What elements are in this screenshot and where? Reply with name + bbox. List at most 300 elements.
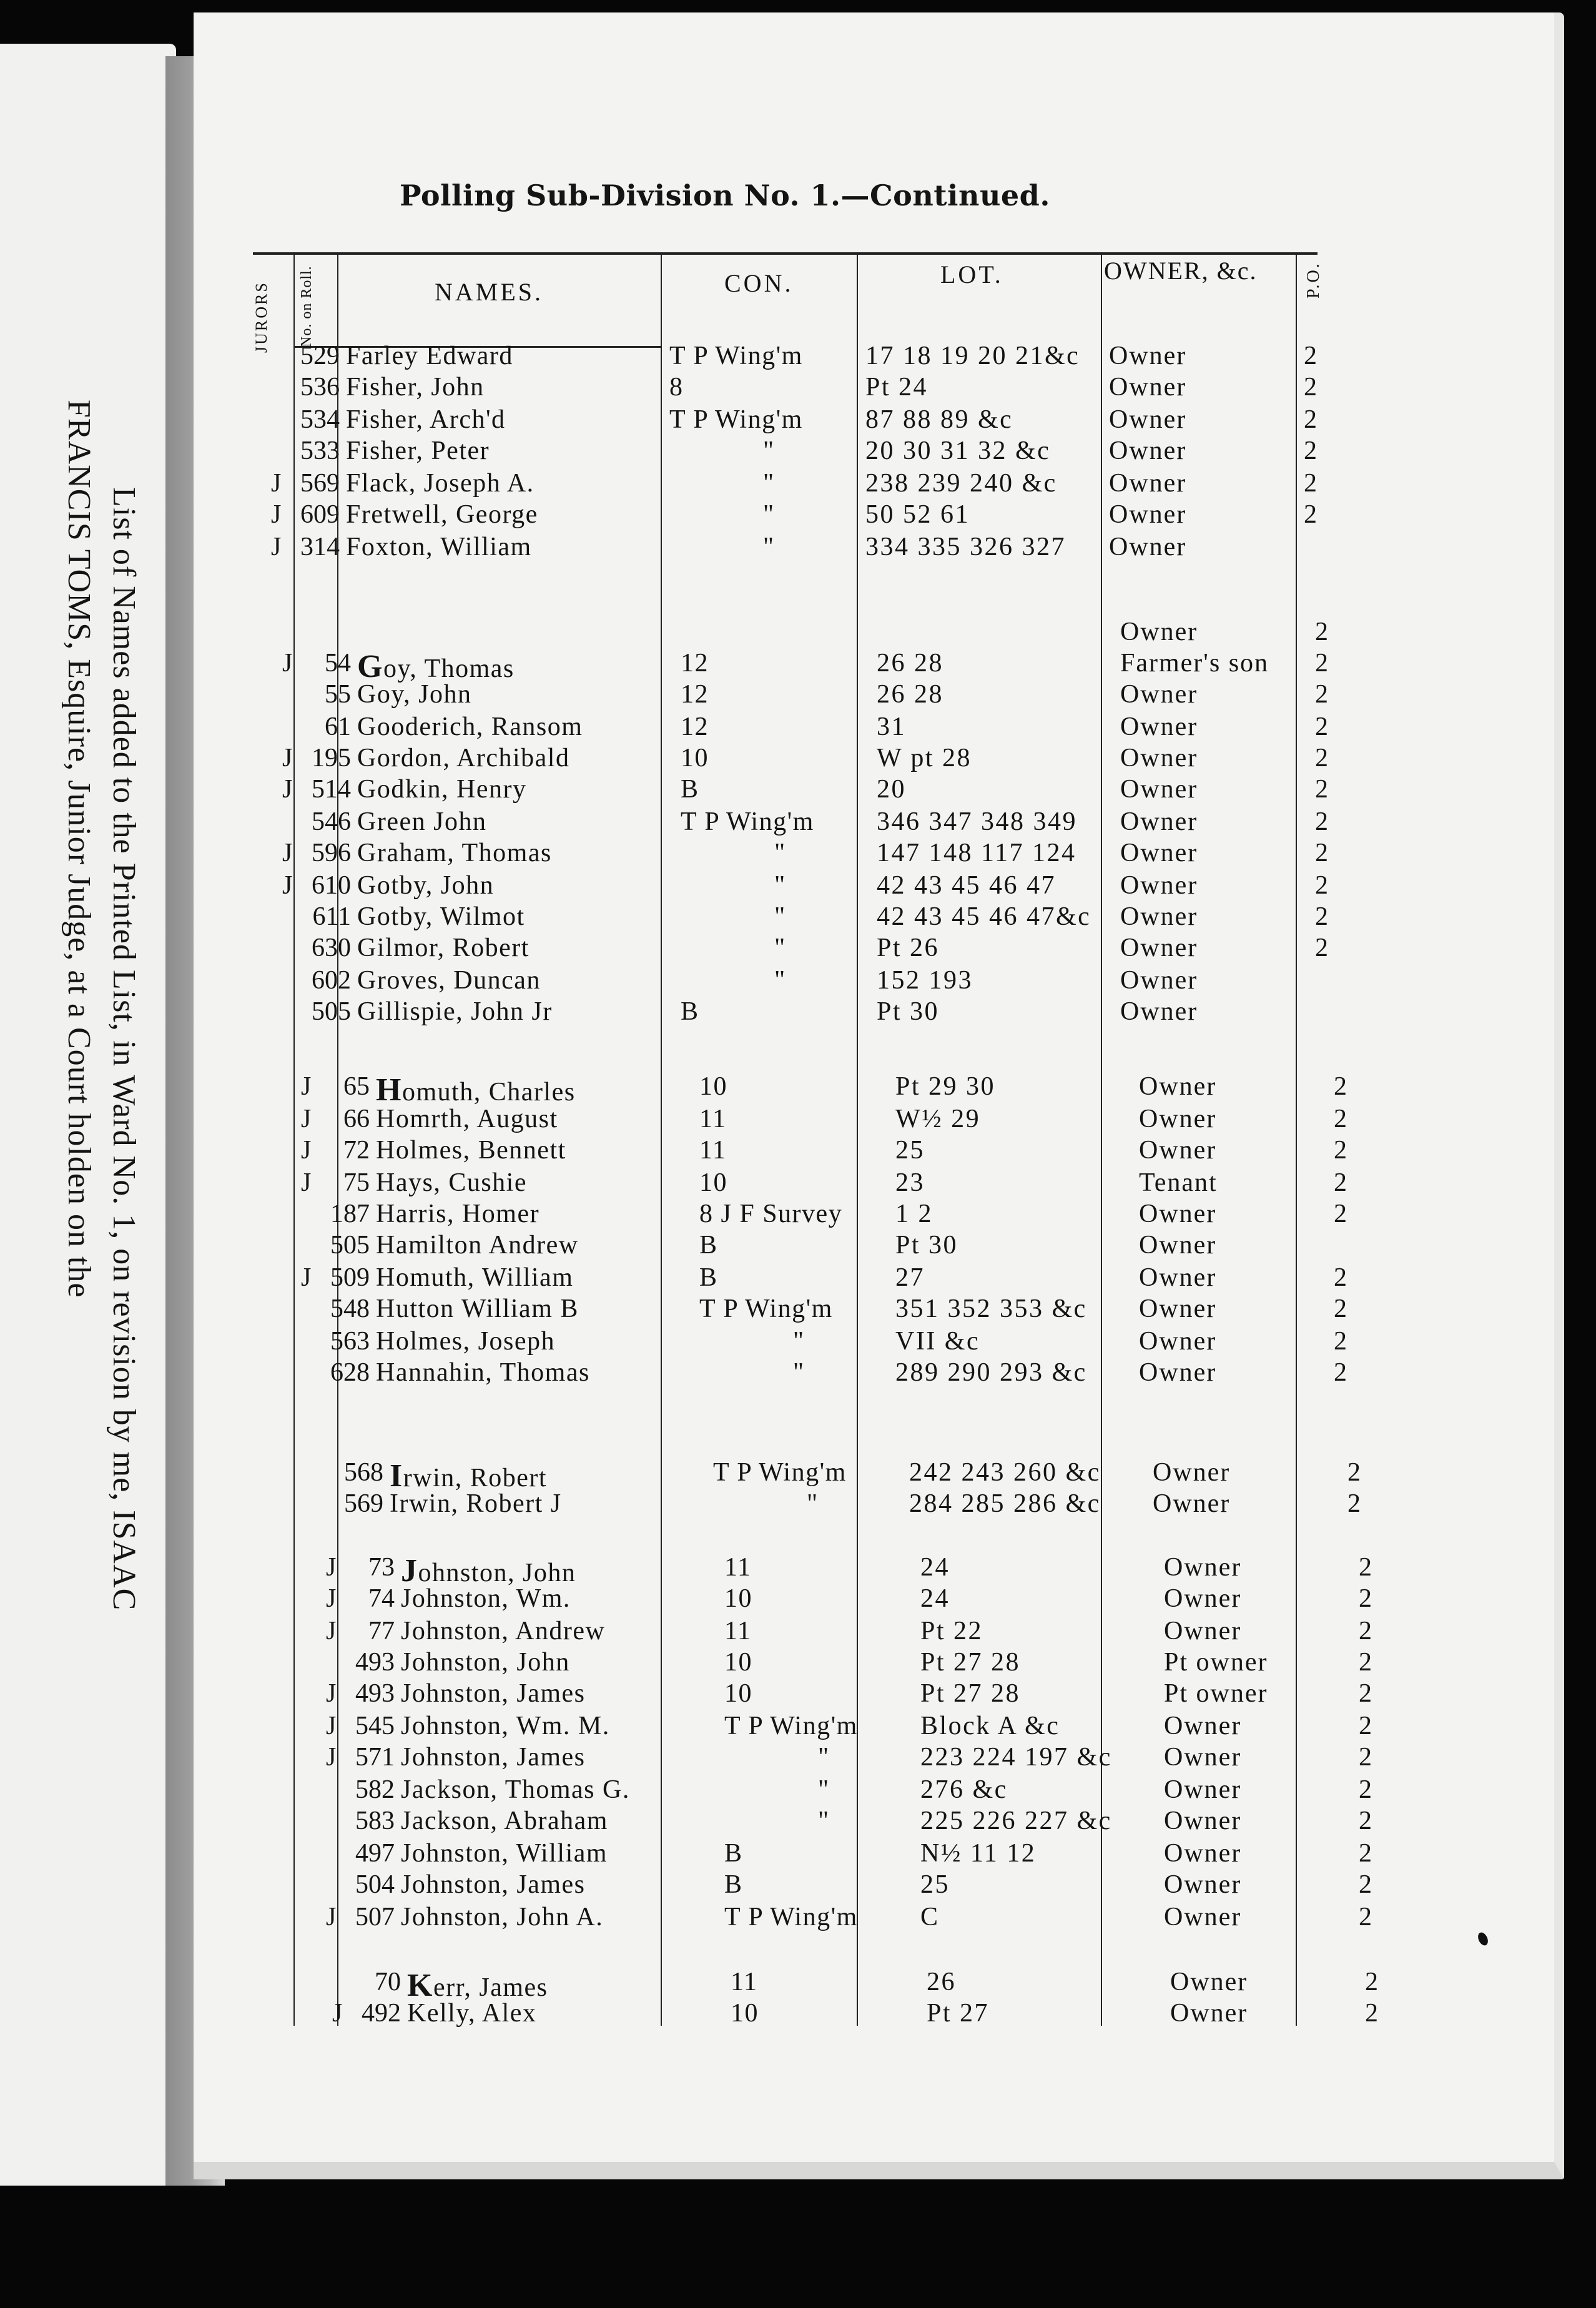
owner-cell: Owner bbox=[1164, 1553, 1242, 1582]
owner-cell: Owner bbox=[1120, 871, 1198, 900]
lot-cell: C bbox=[920, 1903, 940, 1931]
po-cell: 2 bbox=[1359, 1743, 1372, 1772]
lot-cell: Pt 22 bbox=[920, 1617, 983, 1645]
po-cell: 2 bbox=[1359, 1903, 1372, 1931]
owner-cell: Owner bbox=[1164, 1584, 1242, 1613]
page-title: Polling Sub-Division No. 1.—Continued. bbox=[400, 179, 1050, 212]
owner-cell: Owner bbox=[1139, 1327, 1217, 1356]
po-cell: 2 bbox=[1359, 1775, 1372, 1804]
table-row bbox=[0, 532, 1596, 566]
section-initial: G bbox=[357, 649, 383, 684]
concession-cell: " bbox=[763, 436, 775, 465]
concession-cell: " bbox=[793, 1327, 805, 1356]
lot-cell: 225 226 227 &c bbox=[920, 1807, 1112, 1835]
concession-cell: 11 bbox=[699, 1136, 727, 1165]
po-cell: 2 bbox=[1334, 1327, 1347, 1356]
po-cell: 2 bbox=[1304, 373, 1317, 402]
name-cell: Irwin, Robert J bbox=[390, 1489, 562, 1518]
owner-cell: Owner bbox=[1109, 500, 1187, 529]
lot-cell: 1 2 bbox=[895, 1200, 933, 1228]
po-cell: 2 bbox=[1359, 1679, 1372, 1708]
po-cell: 2 bbox=[1359, 1839, 1372, 1868]
table-row bbox=[0, 870, 1596, 904]
roll-number-cell: 536 bbox=[300, 373, 340, 402]
po-cell: 2 bbox=[1334, 1168, 1347, 1197]
owner-cell: Farmer's son bbox=[1120, 649, 1269, 678]
juror-mark-cell: J bbox=[326, 1712, 337, 1740]
name-cell: Homrth, August bbox=[376, 1105, 558, 1133]
owner-cell: Owner bbox=[1109, 405, 1187, 434]
roll-number-cell: 583 bbox=[355, 1807, 395, 1835]
lot-cell: N½ 11 12 bbox=[920, 1839, 1037, 1868]
juror-mark-cell: J bbox=[326, 1903, 337, 1931]
roll-number-cell: 55 bbox=[325, 680, 351, 709]
name-cell: Johnston, John A. bbox=[401, 1903, 604, 1931]
concession-cell: T P Wing'm bbox=[724, 1903, 858, 1931]
concession-cell: 10 bbox=[724, 1679, 752, 1708]
lot-cell: 152 193 bbox=[877, 966, 973, 995]
table-row bbox=[0, 965, 1596, 999]
table-row bbox=[0, 617, 1596, 651]
header-owner: OWNER, &c. bbox=[1104, 257, 1258, 285]
owner-cell: Owner bbox=[1164, 1617, 1242, 1645]
owner-cell: Owner bbox=[1120, 997, 1198, 1026]
lot-cell: W pt 28 bbox=[877, 744, 972, 772]
name-cell: Harris, Homer bbox=[376, 1200, 540, 1228]
owner-cell: Owner bbox=[1139, 1231, 1217, 1260]
roll-number-cell: 568 bbox=[344, 1458, 383, 1487]
concession-cell: " bbox=[774, 966, 786, 995]
name-cell: Johnston, James bbox=[401, 1870, 586, 1899]
table-row bbox=[0, 1135, 1596, 1169]
lot-cell: Block A &c bbox=[920, 1712, 1060, 1740]
lot-cell: Pt 30 bbox=[877, 997, 940, 1026]
owner-cell: Owner bbox=[1120, 934, 1198, 962]
section-initial: H bbox=[376, 1072, 402, 1108]
table-row bbox=[0, 679, 1596, 713]
juror-mark-cell: J bbox=[326, 1584, 337, 1613]
concession-cell: 10 bbox=[681, 744, 709, 772]
roll-number-cell: 66 bbox=[343, 1105, 370, 1133]
margin-note-line-1: List of Names added to the Printed List, in Ward No. 1, on revision by me, ISAAC bbox=[106, 487, 142, 1611]
concession-cell: " bbox=[807, 1489, 819, 1518]
roll-number-cell: 492 bbox=[362, 1999, 401, 2028]
table-row bbox=[0, 468, 1596, 502]
name-cell: Homuth, William bbox=[376, 1263, 574, 1292]
roll-number-cell: 493 bbox=[355, 1679, 395, 1708]
juror-mark-cell: J bbox=[271, 533, 282, 561]
lot-cell: 87 88 89 &c bbox=[865, 405, 1013, 434]
owner-cell: Owner bbox=[1153, 1458, 1231, 1487]
roll-number-cell: 548 bbox=[330, 1295, 370, 1323]
concession-cell: " bbox=[818, 1807, 830, 1835]
table-row bbox=[0, 1584, 1596, 1617]
owner-cell: Owner bbox=[1164, 1807, 1242, 1835]
owner-cell: Owner bbox=[1120, 807, 1198, 836]
concession-cell: 10 bbox=[699, 1072, 727, 1101]
roll-number-cell: 609 bbox=[300, 500, 340, 529]
header-names: NAMES. bbox=[435, 278, 544, 306]
table-row bbox=[0, 341, 1596, 375]
table-row bbox=[0, 1679, 1596, 1712]
lot-cell: 147 148 117 124 bbox=[877, 839, 1076, 867]
table-row bbox=[0, 1263, 1596, 1296]
po-cell: 2 bbox=[1359, 1712, 1372, 1740]
roll-number-cell: 505 bbox=[330, 1231, 370, 1260]
roll-number-cell: 602 bbox=[312, 966, 351, 995]
po-cell: 2 bbox=[1304, 500, 1317, 529]
name-cell: Hutton William B bbox=[376, 1295, 579, 1323]
po-cell: 2 bbox=[1315, 649, 1328, 678]
table-row bbox=[0, 1647, 1596, 1681]
table-row bbox=[0, 1489, 1596, 1522]
name-cell: Gooderich, Ransom bbox=[357, 713, 583, 741]
margin-note-line-2: FRANCIS TOMS, Esquire, Junior Judge, at a Court holden on the bbox=[61, 400, 97, 1298]
po-cell: 2 bbox=[1334, 1105, 1347, 1133]
lot-cell: 334 335 326 327 bbox=[865, 533, 1066, 561]
owner-cell: Owner bbox=[1120, 713, 1198, 741]
owner-cell: Owner bbox=[1139, 1295, 1217, 1323]
roll-number-cell: 628 bbox=[330, 1358, 370, 1387]
roll-number-cell: 54 bbox=[325, 649, 351, 678]
owner-cell: Tenant bbox=[1139, 1168, 1218, 1197]
roll-number-cell: 493 bbox=[355, 1648, 395, 1677]
roll-number-cell: 65 bbox=[343, 1072, 370, 1101]
po-cell: 2 bbox=[1365, 1999, 1378, 2028]
name-cell: Goy, John bbox=[357, 680, 472, 709]
table-row bbox=[0, 1326, 1596, 1360]
table-row bbox=[0, 774, 1596, 808]
name-cell: Godkin, Henry bbox=[357, 775, 527, 804]
roll-number-cell: 72 bbox=[343, 1136, 370, 1165]
roll-number-cell: 533 bbox=[300, 436, 340, 465]
table-row bbox=[0, 1742, 1596, 1776]
name-cell: Kelly, Alex bbox=[407, 1999, 537, 2028]
po-cell: 2 bbox=[1304, 405, 1317, 434]
juror-mark-cell: J bbox=[271, 469, 282, 498]
roll-number-cell: 509 bbox=[330, 1263, 370, 1292]
concession-cell: " bbox=[763, 500, 775, 529]
owner-cell: Owner bbox=[1139, 1136, 1217, 1165]
lot-cell: 24 bbox=[920, 1553, 950, 1582]
name-cell: Flack, Joseph A. bbox=[346, 469, 534, 498]
concession-cell: 10 bbox=[731, 1999, 759, 2028]
lot-cell: 20 30 31 32 &c bbox=[865, 436, 1051, 465]
table-row bbox=[0, 1552, 1596, 1589]
roll-number-cell: 187 bbox=[330, 1200, 370, 1228]
name-remainder: oy, Thomas bbox=[383, 654, 515, 683]
lot-cell: 31 bbox=[877, 713, 906, 741]
section-initial: K bbox=[407, 1968, 433, 2003]
name-cell: Holmes, Bennett bbox=[376, 1136, 566, 1165]
concession-cell: " bbox=[818, 1743, 830, 1772]
owner-cell: Owner bbox=[1120, 839, 1198, 867]
owner-cell: Owner bbox=[1109, 469, 1187, 498]
owner-cell: Owner bbox=[1139, 1105, 1217, 1133]
owner-cell: Owner bbox=[1120, 966, 1198, 995]
lot-cell: W½ 29 bbox=[895, 1105, 981, 1133]
name-cell: Johnston, James bbox=[401, 1679, 586, 1708]
owner-cell: Owner bbox=[1139, 1263, 1217, 1292]
name-cell bbox=[376, 1072, 576, 1108]
table-row bbox=[0, 933, 1596, 967]
name-cell: Johnston, Wm. M. bbox=[401, 1712, 610, 1740]
juror-mark-cell: J bbox=[282, 649, 293, 678]
concession-cell: T P Wing'm bbox=[669, 405, 803, 434]
po-cell: 2 bbox=[1315, 871, 1328, 900]
owner-cell: Owner bbox=[1139, 1200, 1217, 1228]
concession-cell: " bbox=[774, 902, 786, 931]
juror-mark-cell: J bbox=[326, 1617, 337, 1645]
table-row bbox=[0, 807, 1596, 841]
table-row bbox=[0, 997, 1596, 1030]
name-cell: Fisher, Arch'd bbox=[346, 405, 506, 434]
po-cell: 2 bbox=[1315, 934, 1328, 962]
name-remainder: rwin, Robert bbox=[403, 1464, 548, 1492]
table-row bbox=[0, 1457, 1596, 1494]
name-cell: Johnston, James bbox=[401, 1743, 586, 1772]
lot-cell: Pt 27 bbox=[927, 1999, 990, 2028]
roll-number-cell: 195 bbox=[312, 744, 351, 772]
roll-number-cell: 582 bbox=[355, 1775, 395, 1804]
name-cell: Jackson, Thomas G. bbox=[401, 1775, 630, 1804]
concession-cell: 12 bbox=[681, 680, 709, 709]
concession-cell: 8 J F Survey bbox=[699, 1200, 843, 1228]
po-cell: 2 bbox=[1315, 713, 1328, 741]
table-row bbox=[0, 902, 1596, 935]
table-row bbox=[0, 1358, 1596, 1391]
roll-number-cell: 61 bbox=[325, 713, 351, 741]
name-cell: Fretwell, George bbox=[346, 500, 538, 529]
table-row bbox=[0, 1072, 1596, 1108]
po-cell: 2 bbox=[1334, 1136, 1347, 1165]
name-cell: Hannahin, Thomas bbox=[376, 1358, 590, 1387]
roll-number-cell: 75 bbox=[343, 1168, 370, 1197]
name-cell: Gordon, Archibald bbox=[357, 744, 570, 772]
po-cell: 2 bbox=[1304, 342, 1317, 370]
table-row bbox=[0, 743, 1596, 777]
name-cell: Gotby, John bbox=[357, 871, 495, 900]
juror-mark-cell: J bbox=[301, 1168, 312, 1197]
po-cell: 2 bbox=[1315, 839, 1328, 867]
owner-cell: Owner bbox=[1109, 373, 1187, 402]
table-row bbox=[0, 1902, 1596, 1936]
lot-cell: 284 285 286 &c bbox=[909, 1489, 1101, 1518]
owner-cell: Owner bbox=[1120, 680, 1198, 709]
po-cell: 2 bbox=[1359, 1870, 1372, 1899]
table-row bbox=[0, 1967, 1596, 2001]
table-row bbox=[0, 1199, 1596, 1233]
roll-number-cell: 569 bbox=[344, 1489, 383, 1518]
lot-cell: 42 43 45 46 47 bbox=[877, 871, 1056, 900]
roll-number-cell: 504 bbox=[355, 1870, 395, 1899]
concession-cell: B bbox=[724, 1870, 743, 1899]
section-initial: J bbox=[401, 1553, 418, 1589]
po-cell: 2 bbox=[1365, 1968, 1378, 1996]
owner-cell: Owner bbox=[1164, 1870, 1242, 1899]
concession-cell: 12 bbox=[681, 713, 709, 741]
name-remainder: omuth, Charles bbox=[401, 1078, 576, 1107]
juror-mark-cell: J bbox=[282, 871, 293, 900]
table-row bbox=[0, 1168, 1596, 1201]
po-cell: 2 bbox=[1334, 1263, 1347, 1292]
owner-cell: Owner bbox=[1109, 342, 1187, 370]
owner-cell: Owner bbox=[1164, 1903, 1242, 1931]
concession-cell: 11 bbox=[724, 1617, 752, 1645]
concession-cell: 10 bbox=[724, 1648, 752, 1677]
table-row bbox=[0, 1775, 1596, 1808]
lot-cell: 50 52 61 bbox=[865, 500, 970, 529]
lot-cell: 42 43 45 46 47&c bbox=[877, 902, 1091, 931]
header-po: P.O. bbox=[1304, 262, 1323, 298]
owner-cell: Owner bbox=[1120, 618, 1198, 646]
concession-cell: 11 bbox=[724, 1553, 752, 1582]
concession-cell: T P Wing'm bbox=[681, 807, 814, 836]
roll-number-cell: 546 bbox=[312, 807, 351, 836]
po-cell: 2 bbox=[1359, 1648, 1372, 1677]
table-row bbox=[0, 1104, 1596, 1138]
po-cell: 2 bbox=[1304, 436, 1317, 465]
name-cell: Hays, Cushie bbox=[376, 1168, 527, 1197]
section-initial: I bbox=[390, 1458, 403, 1494]
owner-cell: Pt owner bbox=[1164, 1648, 1268, 1677]
concession-cell: 12 bbox=[681, 649, 709, 678]
roll-number-cell: 563 bbox=[330, 1327, 370, 1356]
owner-cell: Owner bbox=[1139, 1072, 1217, 1101]
roll-number-cell: 545 bbox=[355, 1712, 395, 1740]
po-cell: 2 bbox=[1315, 618, 1328, 646]
name-cell: Gillispie, John Jr bbox=[357, 997, 553, 1026]
po-cell: 2 bbox=[1334, 1358, 1347, 1387]
lot-cell: 26 bbox=[927, 1968, 956, 1996]
juror-mark-cell: J bbox=[282, 775, 293, 804]
roll-number-cell: 70 bbox=[375, 1968, 401, 1996]
lot-cell: Pt 26 bbox=[877, 934, 940, 962]
po-cell: 2 bbox=[1315, 807, 1328, 836]
lot-cell: 346 347 348 349 bbox=[877, 807, 1077, 836]
lot-cell: 26 28 bbox=[877, 680, 943, 709]
owner-cell: Owner bbox=[1120, 902, 1198, 931]
header-jurors: JURORS bbox=[252, 281, 270, 353]
po-cell: 2 bbox=[1315, 902, 1328, 931]
table-row bbox=[0, 1294, 1596, 1328]
owner-cell: Owner bbox=[1164, 1712, 1242, 1740]
lot-cell: 242 243 260 &c bbox=[909, 1458, 1101, 1487]
concession-cell: T P Wing'm bbox=[669, 342, 803, 370]
lot-cell: VII &c bbox=[895, 1327, 980, 1356]
juror-mark-cell: J bbox=[326, 1553, 337, 1582]
header-con: CON. bbox=[724, 269, 794, 297]
concession-cell: 10 bbox=[724, 1584, 752, 1613]
table-row bbox=[0, 1806, 1596, 1840]
roll-number-cell: 514 bbox=[312, 775, 351, 804]
owner-cell: Owner bbox=[1170, 1999, 1248, 2028]
name-cell: Farley Edward bbox=[346, 342, 513, 370]
lot-cell: 289 290 293 &c bbox=[895, 1358, 1087, 1387]
name-cell: Johnston, Wm. bbox=[401, 1584, 571, 1613]
po-cell: 2 bbox=[1304, 469, 1317, 498]
concession-cell: " bbox=[763, 533, 775, 561]
concession-cell: T P Wing'm bbox=[724, 1712, 858, 1740]
concession-cell: B bbox=[724, 1839, 743, 1868]
lot-cell: 20 bbox=[877, 775, 906, 804]
po-cell: 2 bbox=[1359, 1553, 1372, 1582]
concession-cell: 8 bbox=[669, 373, 684, 402]
table-row bbox=[0, 1616, 1596, 1650]
table-row bbox=[0, 1711, 1596, 1745]
name-cell: Gilmor, Robert bbox=[357, 934, 530, 962]
lot-cell: Pt 27 28 bbox=[920, 1648, 1021, 1677]
roll-number-cell: 314 bbox=[300, 533, 340, 561]
table-row bbox=[0, 500, 1596, 533]
lot-cell: 17 18 19 20 21&c bbox=[865, 342, 1080, 370]
owner-cell: Owner bbox=[1139, 1358, 1217, 1387]
po-cell: 2 bbox=[1347, 1489, 1361, 1518]
owner-cell: Owner bbox=[1164, 1775, 1242, 1804]
concession-cell: B bbox=[699, 1263, 718, 1292]
roll-number-cell: 630 bbox=[312, 934, 351, 962]
owner-cell: Owner bbox=[1170, 1968, 1248, 1996]
lot-cell: 25 bbox=[920, 1870, 950, 1899]
roll-number-cell: 610 bbox=[312, 871, 351, 900]
table-row bbox=[0, 405, 1596, 438]
concession-cell: 10 bbox=[699, 1168, 727, 1197]
table-row bbox=[0, 436, 1596, 470]
po-cell: 2 bbox=[1315, 775, 1328, 804]
concession-cell: B bbox=[681, 775, 699, 804]
name-cell: Hamilton Andrew bbox=[376, 1231, 579, 1260]
juror-mark-cell: J bbox=[282, 839, 293, 867]
owner-cell: Owner bbox=[1109, 533, 1187, 561]
po-cell: 2 bbox=[1334, 1200, 1347, 1228]
header-top-rule bbox=[253, 252, 1318, 255]
lot-cell: Pt 24 bbox=[865, 373, 929, 402]
table-row bbox=[0, 1870, 1596, 1903]
po-cell: 2 bbox=[1334, 1072, 1347, 1101]
name-remainder: err, James bbox=[433, 1973, 548, 2002]
concession-cell: " bbox=[793, 1358, 805, 1387]
owner-cell: Owner bbox=[1153, 1489, 1231, 1518]
lot-cell: 26 28 bbox=[877, 649, 943, 678]
table-row bbox=[0, 1230, 1596, 1264]
concession-cell: " bbox=[774, 839, 786, 867]
lot-cell: Pt 29 30 bbox=[895, 1072, 996, 1101]
roll-number-cell: 73 bbox=[368, 1553, 395, 1582]
concession-cell: T P Wing'm bbox=[713, 1458, 847, 1487]
owner-cell: Owner bbox=[1120, 775, 1198, 804]
po-cell: 2 bbox=[1334, 1295, 1347, 1323]
juror-mark-cell: J bbox=[301, 1136, 312, 1165]
concession-cell: " bbox=[774, 934, 786, 962]
po-cell: 2 bbox=[1347, 1458, 1361, 1487]
po-cell: 2 bbox=[1359, 1617, 1372, 1645]
owner-cell: Pt owner bbox=[1164, 1679, 1268, 1708]
header-roll: No. on Roll. bbox=[298, 265, 315, 347]
owner-cell: Owner bbox=[1120, 744, 1198, 772]
concession-cell: T P Wing'm bbox=[699, 1295, 833, 1323]
roll-number-cell: 505 bbox=[312, 997, 351, 1026]
name-cell: Graham, Thomas bbox=[357, 839, 552, 867]
juror-mark-cell: J bbox=[282, 744, 293, 772]
roll-number-cell: 77 bbox=[368, 1617, 395, 1645]
name-cell: Gotby, Wilmot bbox=[357, 902, 525, 931]
roll-number-cell: 497 bbox=[355, 1839, 395, 1868]
owner-cell: Owner bbox=[1109, 436, 1187, 465]
name-cell: Fisher, Peter bbox=[346, 436, 490, 465]
table-row bbox=[0, 648, 1596, 682]
name-cell: Johnston, William bbox=[401, 1839, 608, 1868]
juror-mark-cell: J bbox=[332, 1999, 343, 2028]
